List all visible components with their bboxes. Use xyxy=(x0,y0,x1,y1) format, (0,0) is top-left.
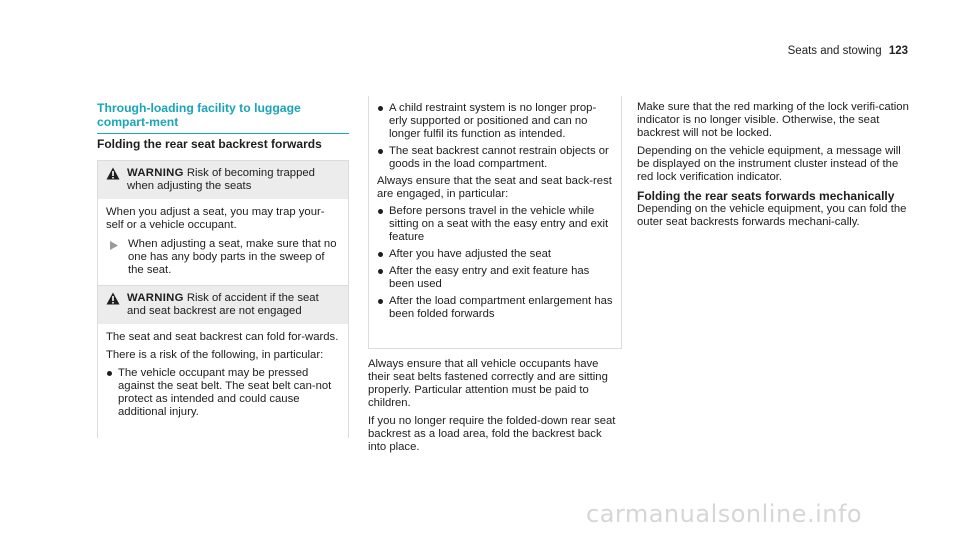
warning-box-trapped xyxy=(97,160,349,286)
header-section-title: Seats and stowing xyxy=(787,45,882,57)
paragraph: Always ensure that all vehicle occupants have their seat belts fastened correctly and are sitting properly. Particular attention must be paid to children. xyxy=(368,358,608,409)
warning-bullet-list xyxy=(106,367,340,419)
warning-triangle-icon xyxy=(106,167,120,180)
warning-header xyxy=(98,286,348,324)
subheading-rear-seat: Folding the rear seat backrest forwards xyxy=(97,137,322,151)
warning-triangle-icon xyxy=(106,292,120,305)
warning-label: WARNING xyxy=(127,292,184,304)
paragraph: If you no longer require the folded-down rear seat backrest as a load area, fold the backrest back into place. xyxy=(368,415,616,453)
body-text-column-2 xyxy=(368,358,622,459)
paragraph: Depending on the vehicle equipment, you can fold the outer seat backrests forwards mechani-cally. xyxy=(637,203,907,228)
warning-body xyxy=(98,199,348,285)
paragraph: Depending on the vehicle equipment, a message will be displayed on the instrument cluster instead of the red lock verification indicator. xyxy=(637,145,901,183)
warning-box-continued xyxy=(368,96,622,349)
list-item: The vehicle occupant may be pressed against the seat belt. The seat belt can-not protect as intended and could cause additional injury. xyxy=(106,367,340,419)
list-item: After the easy entry and exit feature has been used xyxy=(377,265,613,291)
list-item: The seat backrest cannot restrain objects or goods in the load compartment. xyxy=(377,145,613,171)
body-text-column-3 xyxy=(637,101,909,234)
page-header xyxy=(751,45,908,57)
warning-title: Risk of accident if the seat and seat backrest are not engaged xyxy=(127,292,319,317)
watermark: carmanualsonline.info xyxy=(586,500,863,528)
subheading-mechanical: Folding the rear seats forwards mechanically xyxy=(637,189,895,203)
warning-text: Always ensure that the seat and seat back-rest are engaged, in particular: xyxy=(377,175,612,200)
action-arrow-icon xyxy=(110,241,118,250)
warning-bullet-list xyxy=(377,102,613,171)
warning-body xyxy=(98,324,348,431)
warning-bullet-list xyxy=(377,205,613,321)
warning-box-accident xyxy=(97,285,349,438)
page-number: 123 xyxy=(888,45,908,57)
paragraph: Make sure that the red marking of the lock verifi-cation indicator is no longer visible. Otherwise, the seat backrest will not be locked. xyxy=(637,101,909,139)
warning-text: The seat and seat backrest can fold for-wards. xyxy=(106,331,339,343)
warning-header xyxy=(98,161,348,199)
list-item: After you have adjusted the seat xyxy=(377,248,613,261)
list-item: A child restraint system is no longer prop-erly supported or positioned and can no longer fulfil its function as intended. xyxy=(377,102,613,141)
warning-text: There is a risk of the following, in particular: xyxy=(106,349,324,361)
warning-text: When you adjust a seat, you may trap your-self or a vehicle occupant. xyxy=(106,206,325,231)
list-item: After the load compartment enlargement has been folded forwards xyxy=(377,295,613,321)
action-text: When adjusting a seat, make sure that no one has any body parts in the sweep of the seat. xyxy=(128,238,337,276)
warning-title: Risk of becoming trapped when adjusting the seats xyxy=(127,167,315,192)
warning-label: WARNING xyxy=(127,167,184,179)
list-item: Before persons travel in the vehicle while sitting on a seat with the easy entry and exit feature xyxy=(377,205,613,244)
action-item xyxy=(106,238,340,277)
section-title: Through-loading facility to luggage compart-ment xyxy=(97,101,349,134)
